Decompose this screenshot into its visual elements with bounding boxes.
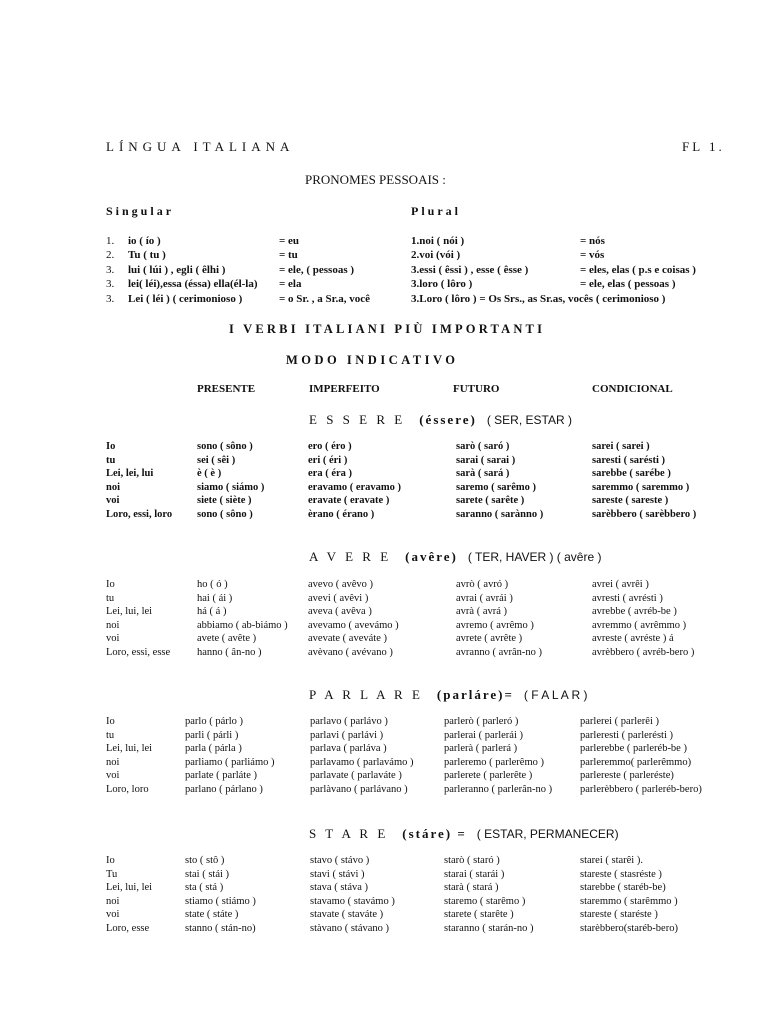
conjugation-futuro: sarà ( sará ) — [456, 468, 510, 480]
conjugation-row — [106, 784, 746, 798]
conjugation-presente: parli ( párli ) — [185, 729, 239, 741]
conjugation-condicional: parlerebbe ( parleréb-be ) — [580, 743, 687, 755]
conjugation-presente: sono ( sôno ) — [197, 509, 253, 520]
conjugation-condicional: parlerei ( parlerêi ) — [580, 716, 659, 727]
conjugation-presente: sono ( sôno ) — [197, 441, 253, 452]
conjugation-futuro: saranno ( sarànno ) — [456, 509, 544, 520]
conjugation-futuro: starò ( staró ) — [444, 855, 500, 866]
conjugation-row — [106, 855, 746, 869]
verb-name: S T A R E — [309, 826, 389, 841]
conjugation-presente: siamo ( siámo ) — [197, 481, 265, 493]
conjugation-imperfeito: eravamo ( eravamo ) — [308, 481, 402, 493]
conjugation-presente: sto ( stô ) — [185, 855, 225, 866]
conjugation-imperfeito: era ( éra ) — [308, 468, 353, 480]
conjugation-presente: siete ( siète ) — [197, 495, 252, 507]
conjugation-person: Io — [106, 716, 115, 727]
conjugation-presente: avete ( avête ) — [197, 633, 257, 645]
conjugation-imperfeito: aveva ( avêva ) — [308, 606, 372, 618]
conjugation-presente: stanno ( stán-no) — [185, 923, 256, 934]
conjugation-person: voi — [106, 909, 120, 921]
conjugation-imperfeito: parlava ( parláva ) — [310, 743, 387, 755]
conjugation-row — [106, 882, 746, 896]
conjugation-row — [106, 869, 746, 883]
conjugation-condicional: avremmo ( avrêmmo ) — [592, 619, 687, 631]
tense-header-futuro: FUTURO — [453, 383, 500, 395]
pronoun-plural-translation: = ele, elas ( pessoas ) — [580, 278, 676, 290]
pronoun-singular: Lei ( léi ) ( cerimonioso ) — [128, 293, 243, 305]
conjugation-condicional: staremmo ( starêmmo ) — [580, 895, 678, 907]
conjugation-imperfeito: stavi ( stávi ) — [310, 868, 365, 880]
pronoun-number: 3. — [106, 278, 115, 290]
conjugation-presente: abbiamo ( ab-biámo ) — [197, 619, 288, 631]
conjugation-condicional: sareste ( sareste ) — [592, 495, 669, 507]
conjugation-row — [106, 633, 746, 647]
conjugation-person: Lei, lei, lui — [106, 468, 154, 480]
conjugation-condicional: stareste ( staréste ) — [580, 909, 658, 921]
conjugation-person: noi — [106, 756, 120, 768]
conjugation-condicional: avrei ( avrêi ) — [592, 579, 649, 590]
verb-translation: ( SER, ESTAR ) — [486, 413, 572, 427]
conjugation-futuro: sarai ( sarai ) — [456, 454, 516, 466]
pronoun-plural-translation: = nós — [580, 235, 605, 247]
page-number: FL 1. — [682, 139, 725, 154]
verb-name: E S S E R E — [309, 412, 406, 427]
conjugation-futuro: parlerai ( parlerái ) — [444, 729, 523, 741]
conjugation-imperfeito: parlavo ( parlávo ) — [310, 716, 388, 727]
pronoun-singular-translation: = ele, ( pessoas ) — [279, 264, 355, 276]
conjugation-presente: stiamo ( stiámo ) — [185, 895, 256, 907]
conjugation-person: voi — [106, 770, 120, 782]
conjugation-imperfeito: ero ( éro ) — [308, 441, 352, 452]
pronoun-plural: 3.loro ( lôro ) — [411, 278, 473, 290]
conjugation-person: Io — [106, 855, 115, 866]
conjugation-person: voi — [106, 633, 120, 645]
verb-title — [309, 412, 572, 428]
conjugation-imperfeito: parlavate ( parlaváte ) — [310, 770, 402, 782]
conjugation-row — [106, 455, 746, 469]
conjugation-futuro: sarò ( saró ) — [456, 441, 510, 452]
conjugation-row — [106, 896, 746, 910]
conjugation-futuro: parleremo ( parlerêmo ) — [444, 756, 544, 768]
conjugation-condicional: sarei ( sarei ) — [592, 441, 650, 452]
verb-title — [309, 687, 587, 703]
pronoun-plural-translation: = eles, elas ( p.s e coisas ) — [580, 264, 696, 276]
conjugation-person: Tu — [106, 868, 118, 880]
conjugation-futuro: parlerò ( parleró ) — [444, 716, 519, 727]
conjugation-presente: sta ( stá ) — [185, 882, 224, 894]
conjugation-row — [106, 620, 746, 634]
pronoun-singular-translation: = o Sr. , a Sr.a, você — [279, 293, 371, 305]
conjugation-imperfeito: avevi ( avêvi ) — [308, 592, 369, 604]
verb-title — [309, 549, 601, 565]
conjugation-person: Loro, esse — [106, 923, 150, 934]
conjugation-futuro: starà ( stará ) — [444, 882, 499, 894]
pronoun-number: 1. — [106, 235, 115, 247]
document-title: LÍNGUA ITALIANA — [106, 139, 295, 154]
conjugation-futuro: sarete ( sarête ) — [456, 495, 525, 507]
conjugation-row — [106, 716, 746, 730]
tense-header-imperfeito: IMPERFEITO — [309, 383, 380, 395]
verb-name: P A R L A R E — [309, 687, 423, 702]
conjugation-presente: sei ( sêi ) — [197, 454, 236, 466]
conjugation-person: tu — [106, 729, 115, 741]
conjugation-condicional: parlerèbbero ( parleréb-bero) — [580, 784, 702, 795]
conjugation-presente: parla ( párla ) — [185, 743, 242, 755]
pronoun-singular: io ( ío ) — [128, 235, 161, 247]
conjugation-condicional: saresti ( sarésti ) — [592, 454, 665, 466]
conjugation-futuro: avrò ( avró ) — [456, 579, 509, 590]
pronoun-row — [106, 264, 746, 278]
conjugation-row — [106, 495, 746, 509]
singular-label: Singular — [106, 204, 175, 218]
conjugation-row — [106, 606, 746, 620]
conjugation-futuro: starai ( starái ) — [444, 868, 505, 880]
verbi-title: I VERBI ITALIANI PIÙ IMPORTANTI — [229, 322, 546, 336]
pronoun-row — [106, 293, 746, 307]
verb-pronunciation: (éssere) — [419, 412, 477, 427]
conjugation-condicional: stareste ( stasréste ) — [580, 868, 662, 880]
conjugation-presente: há ( á ) — [197, 606, 227, 618]
pronoun-singular-translation: = tu — [279, 249, 298, 261]
conjugation-person: tu — [106, 592, 115, 604]
verb-translation: ( TER, HAVER ) ( avêre ) — [467, 550, 602, 564]
pronoun-plural-translation: = vós — [580, 249, 605, 261]
conjugation-imperfeito: parlavamo ( parlavámo ) — [310, 756, 414, 768]
conjugation-person: Lei, lui, lei — [106, 882, 153, 894]
verb-translation: ( ESTAR, PERMANECER) — [476, 827, 619, 841]
conjugation-imperfeito: èrano ( érano ) — [308, 509, 375, 520]
conjugation-person: noi — [106, 895, 120, 907]
conjugation-presente: stai ( stái ) — [185, 868, 230, 880]
conjugation-imperfeito: avèvano ( avévano ) — [308, 647, 393, 658]
pronoun-number: 3. — [106, 264, 115, 276]
verb-title — [309, 826, 619, 842]
conjugation-futuro: avrete ( avrête ) — [456, 633, 523, 645]
conjugation-presente: parlo ( párlo ) — [185, 716, 244, 727]
conjugation-person: Loro, essi, loro — [106, 509, 173, 520]
conjugation-row — [106, 579, 746, 593]
conjugation-futuro: parlerà ( parlerá ) — [444, 743, 518, 755]
conjugation-person: Io — [106, 441, 116, 452]
tense-header-condicional: CONDICIONAL — [592, 383, 673, 395]
conjugation-presente: state ( státe ) — [185, 909, 239, 921]
conjugation-condicional: starei ( starêi ). — [580, 855, 643, 866]
conjugation-person: noi — [106, 619, 120, 631]
conjugation-imperfeito: eri ( éri ) — [308, 454, 348, 466]
conjugation-imperfeito: stàvano ( stávano ) — [310, 923, 390, 934]
pronoun-row — [106, 278, 746, 292]
conjugation-person: noi — [106, 481, 121, 493]
pronoun-number: 3. — [106, 293, 115, 305]
verb-pronunciation: (avêre) — [405, 549, 458, 564]
conjugation-row — [106, 441, 746, 455]
conjugation-condicional: sarebbe ( sarébe ) — [592, 468, 671, 480]
conjugation-row — [106, 647, 746, 661]
conjugation-person: Lei, lui, lei — [106, 743, 153, 755]
conjugation-condicional: sarèbbero ( sarèbbero ) — [592, 509, 697, 520]
conjugation-presente: è ( è ) — [197, 468, 222, 480]
conjugation-row — [106, 593, 746, 607]
conjugation-row — [106, 482, 746, 496]
conjugation-imperfeito: avevate ( aveváte ) — [308, 633, 387, 645]
verb-name: A V E R E — [309, 549, 392, 564]
pronoun-singular: lei( léi),essa (éssa) ella(él-la) — [128, 278, 258, 290]
conjugation-row — [106, 743, 746, 757]
conjugation-imperfeito: stava ( stáva ) — [310, 882, 369, 894]
conjugation-condicional: avrèbbero ( avréb-bero ) — [592, 647, 695, 658]
conjugation-presente: parlate ( parláte ) — [185, 770, 257, 782]
conjugation-row — [106, 923, 746, 937]
conjugation-condicional: avresti ( avrésti ) — [592, 592, 663, 604]
pronoun-singular-translation: = eu — [279, 235, 300, 247]
conjugation-futuro: avrà ( avrá ) — [456, 606, 508, 618]
conjugation-futuro: avremo ( avrêmo ) — [456, 619, 534, 631]
conjugation-presente: hai ( ái ) — [197, 592, 233, 604]
conjugation-person: Lei, lui, lei — [106, 606, 153, 618]
conjugation-row — [106, 757, 746, 771]
conjugation-person: Io — [106, 579, 115, 590]
conjugation-presente: parlano ( párlano ) — [185, 784, 263, 795]
tense-header-presente: PRESENTE — [197, 383, 256, 395]
conjugation-presente: hanno ( ân-no ) — [197, 647, 262, 658]
verb-pronunciation: (stáre) = — [402, 826, 467, 841]
conjugation-futuro: saremo ( sarêmo ) — [456, 481, 536, 493]
conjugation-imperfeito: parlavi ( parlávi ) — [310, 729, 384, 741]
conjugation-imperfeito: avevamo ( avevámo ) — [308, 619, 399, 631]
pronomes-title: PRONOMES PESSOAIS : — [305, 172, 446, 187]
conjugation-imperfeito: parlàvano ( parlávano ) — [310, 784, 408, 795]
verb-translation: ( F A L A R ) — [523, 688, 588, 702]
conjugation-person: Loro, loro — [106, 784, 149, 795]
conjugation-imperfeito: stavate ( staváte ) — [310, 909, 384, 921]
pronoun-plural: 3.Loro ( lôro ) = Os Srs., as Sr.as, vocês ( cerimonioso ) — [411, 293, 666, 305]
conjugation-futuro: parleranno ( parlerân-no ) — [444, 784, 553, 795]
conjugation-row — [106, 509, 746, 523]
conjugation-futuro: parlerete ( parlerête ) — [444, 770, 533, 782]
pronoun-singular: lui ( lúi ) , egli ( êlhi ) — [128, 264, 226, 276]
conjugation-presente: parliamo ( parliámo ) — [185, 756, 275, 768]
conjugation-condicional: starebbe ( staréb-be) — [580, 882, 666, 894]
conjugation-imperfeito: eravate ( eravate ) — [308, 495, 390, 507]
conjugation-person: voi — [106, 495, 120, 507]
conjugation-row — [106, 909, 746, 923]
conjugation-futuro: avrai ( avrái ) — [456, 592, 513, 604]
plural-label: Plural — [411, 204, 461, 218]
verb-pronunciation: (parláre)= — [436, 687, 514, 702]
conjugation-condicional: avrebbe ( avréb-be ) — [592, 606, 677, 618]
conjugation-presente: ho ( ó ) — [197, 579, 228, 590]
conjugation-futuro: avranno ( avrân-no ) — [456, 647, 542, 658]
pronoun-singular-translation: = ela — [279, 278, 302, 290]
conjugation-row — [106, 770, 746, 784]
conjugation-condicional: saremmo ( saremmo ) — [592, 481, 690, 493]
pronoun-plural: 1.noi ( nói ) — [411, 235, 465, 247]
conjugation-condicional: parleresti ( parlerésti ) — [580, 729, 673, 741]
conjugation-row — [106, 468, 746, 482]
conjugation-imperfeito: stavamo ( stavámo ) — [310, 895, 395, 907]
conjugation-row — [106, 730, 746, 744]
pronoun-row — [106, 249, 746, 263]
conjugation-futuro: staremo ( starêmo ) — [444, 895, 526, 907]
conjugation-condicional: avreste ( avréste ) á — [592, 633, 674, 645]
conjugation-futuro: staranno ( starán-no ) — [444, 923, 534, 934]
pronoun-row — [106, 235, 746, 249]
modo-title: MODO INDICATIVO — [286, 353, 459, 367]
conjugation-futuro: starete ( starête ) — [444, 909, 514, 921]
conjugation-person: tu — [106, 454, 116, 466]
conjugation-person: Loro, essi, esse — [106, 647, 171, 658]
pronoun-singular: Tu ( tu ) — [128, 249, 166, 261]
conjugation-condicional: parlereste ( parleréste) — [580, 770, 674, 782]
pronoun-plural: 3.essi ( êssi ) , esse ( êsse ) — [411, 264, 529, 276]
conjugation-condicional: parleremmo( parlerêmmo) — [580, 756, 692, 768]
conjugation-condicional: starèbbero(staréb-bero) — [580, 923, 678, 934]
pronoun-number: 2. — [106, 249, 115, 261]
pronoun-plural: 2.voi (vói ) — [411, 249, 461, 261]
conjugation-imperfeito: avevo ( avêvo ) — [308, 579, 374, 590]
conjugation-imperfeito: stavo ( stávo ) — [310, 855, 370, 866]
